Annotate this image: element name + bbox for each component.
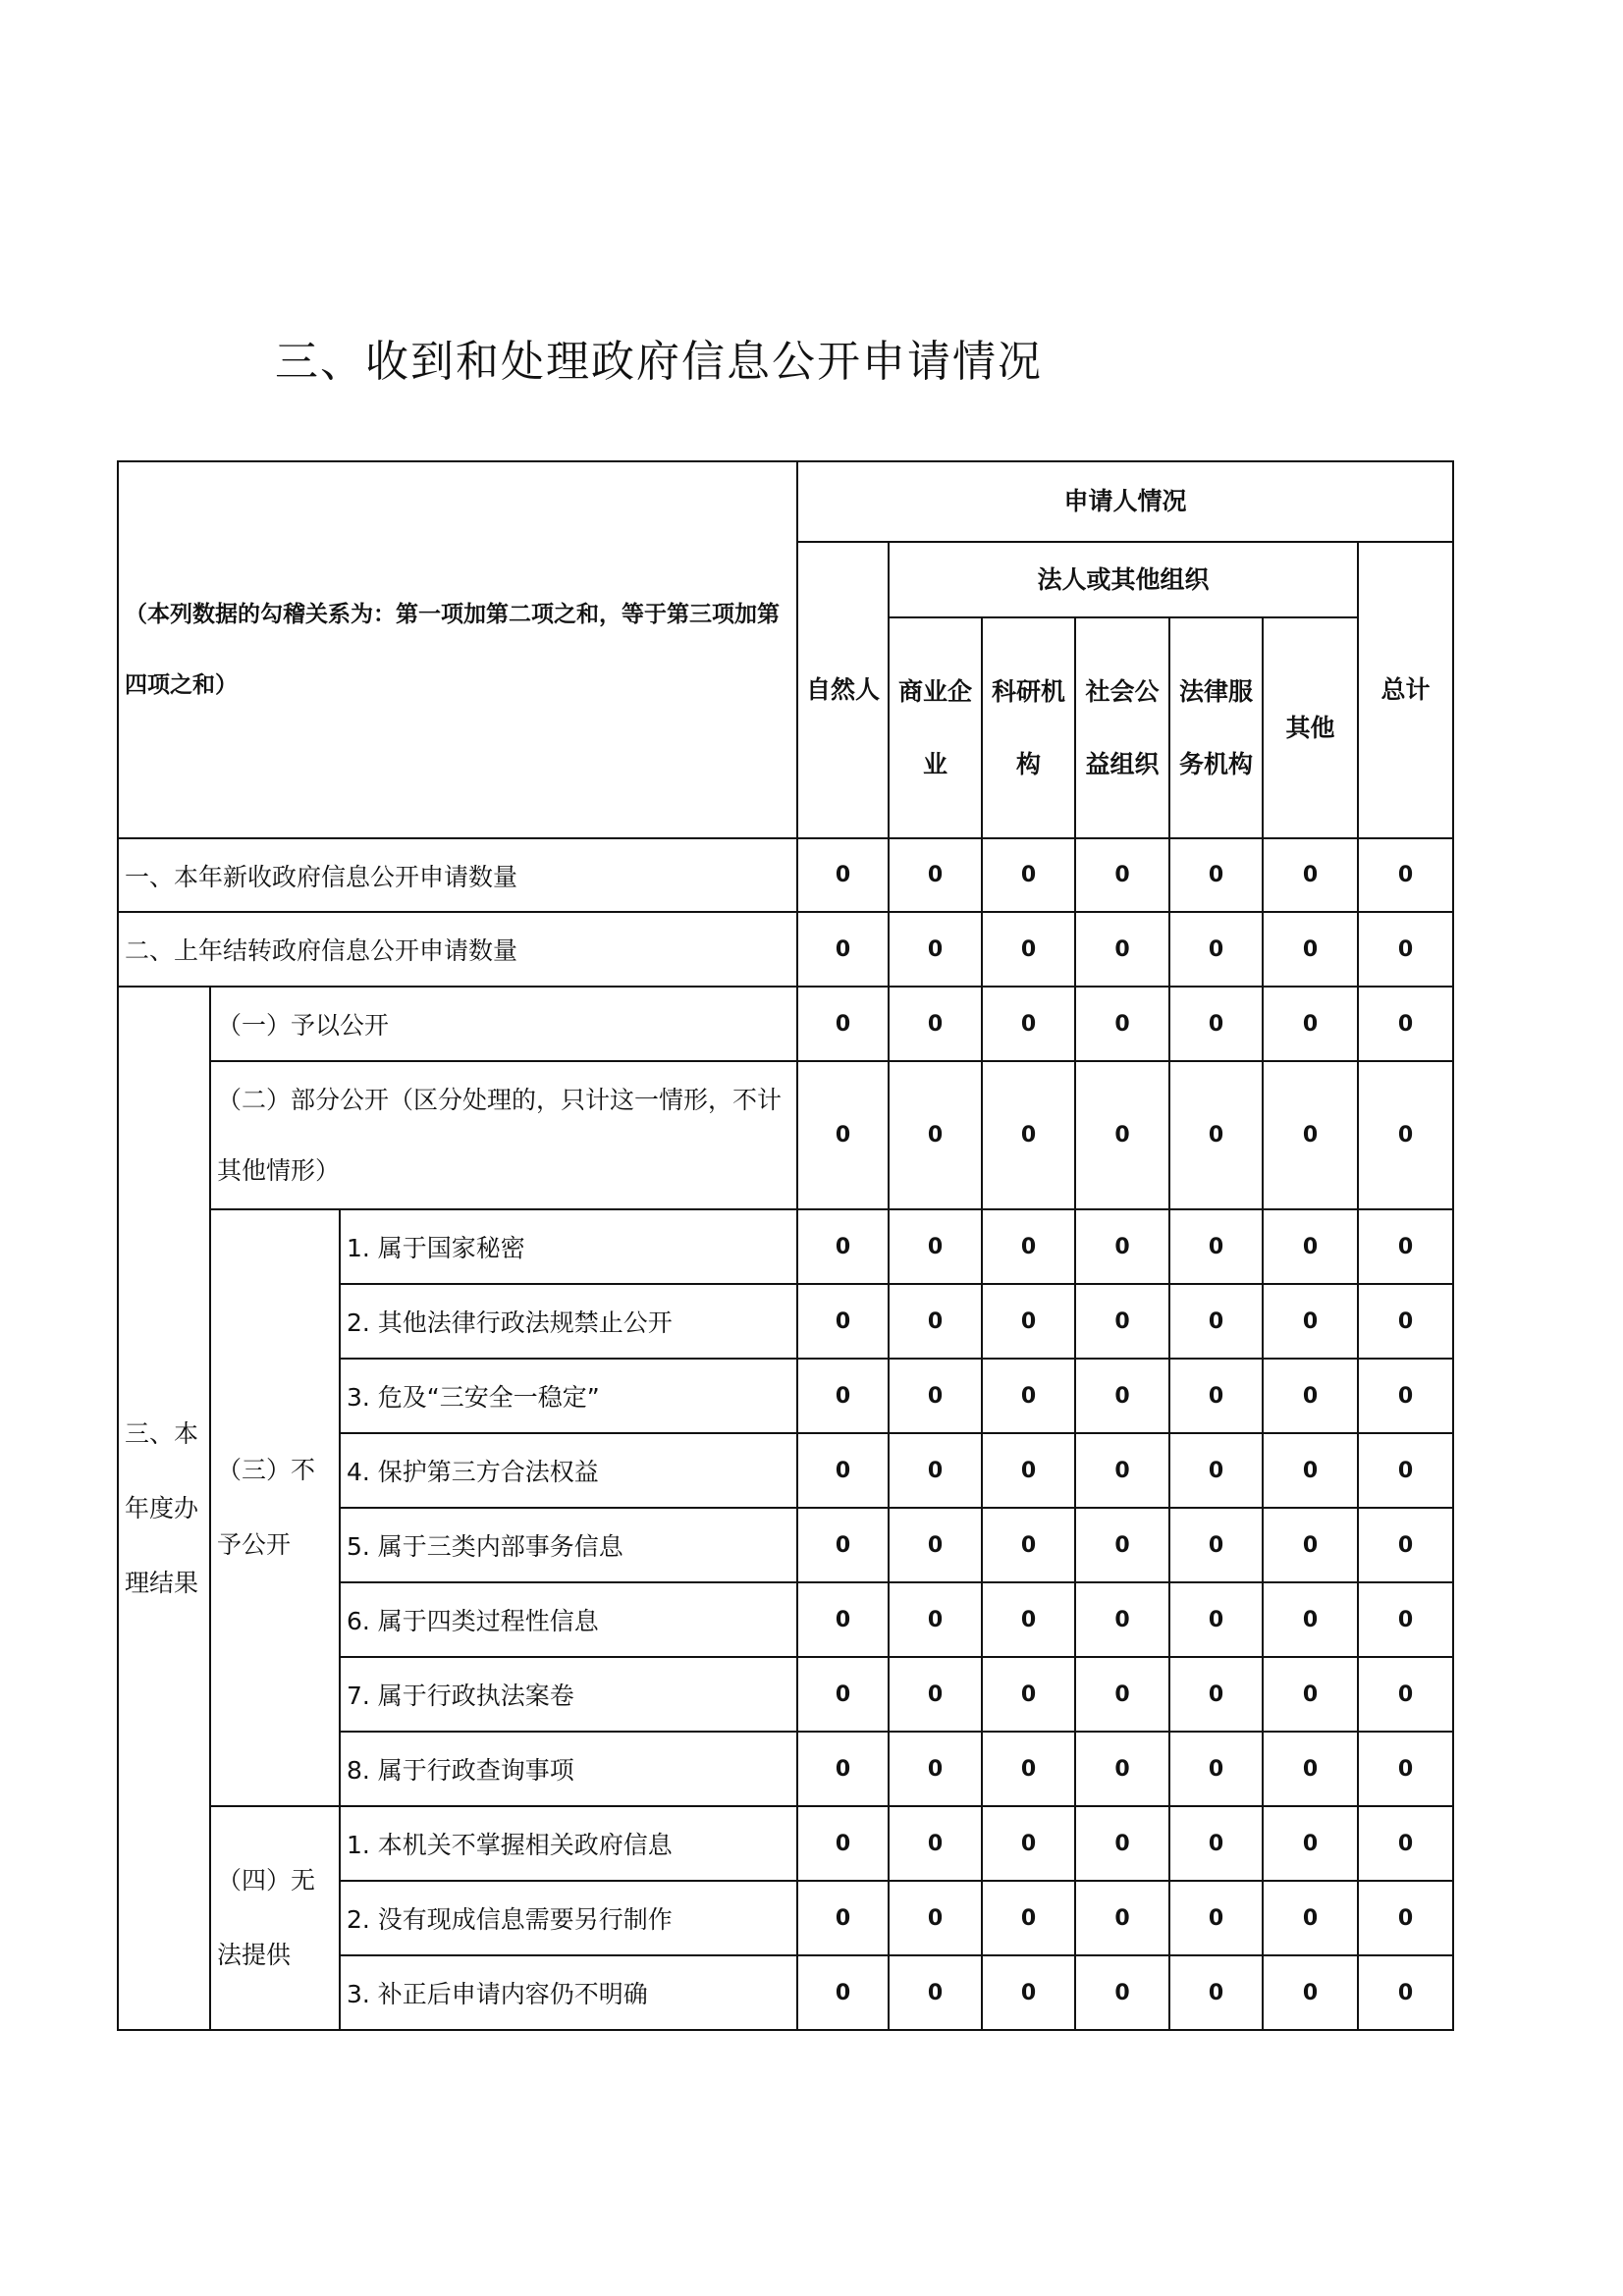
table-row [118, 1806, 1453, 1881]
value-cell: 0 [982, 1359, 1075, 1433]
value-cell: 0 [797, 1508, 889, 1582]
value-cell: 0 [1169, 1359, 1263, 1433]
value-cell: 0 [1263, 1806, 1358, 1881]
value-cell: 0 [797, 1061, 889, 1209]
value-cell: 0 [1358, 1657, 1453, 1732]
value-cell: 0 [982, 1209, 1075, 1284]
row-label: 二、上年结转政府信息公开申请数量 [118, 912, 797, 987]
value-cell: 0 [1263, 1508, 1358, 1582]
result-group-label: 三、本年度办理结果 [118, 987, 210, 2030]
value-cell: 0 [797, 1284, 889, 1359]
header-total: 总计 [1358, 542, 1453, 838]
value-cell: 0 [1169, 1582, 1263, 1657]
table-row [118, 838, 1453, 912]
table-row [118, 912, 1453, 987]
value-cell: 0 [982, 1657, 1075, 1732]
value-cell: 0 [982, 838, 1075, 912]
value-cell: 0 [1358, 838, 1453, 912]
value-cell: 0 [1358, 912, 1453, 987]
value-cell: 0 [797, 838, 889, 912]
value-cell: 0 [889, 1806, 982, 1881]
header-note: （本列数据的勾稽关系为：第一项加第二项之和，等于第三项加第四项之和） [118, 461, 797, 838]
value-cell: 0 [1169, 838, 1263, 912]
value-cell: 0 [1169, 1955, 1263, 2030]
value-cell: 0 [1263, 1284, 1358, 1359]
section-title: 三、收到和处理政府信息公开申请情况 [275, 337, 1043, 387]
table-row [118, 987, 1453, 1061]
value-cell: 0 [797, 1881, 889, 1955]
row-label: 一、本年新收政府信息公开申请数量 [118, 838, 797, 912]
value-cell: 0 [1075, 1881, 1169, 1955]
value-cell: 0 [1263, 1657, 1358, 1732]
value-cell: 0 [1263, 1433, 1358, 1508]
value-cell: 0 [1075, 1209, 1169, 1284]
row-label: 7. 属于行政执法案卷 [340, 1657, 797, 1732]
value-cell: 0 [889, 1209, 982, 1284]
value-cell: 0 [982, 1433, 1075, 1508]
value-cell: 0 [982, 1806, 1075, 1881]
value-cell: 0 [1169, 1433, 1263, 1508]
value-cell: 0 [1169, 987, 1263, 1061]
value-cell: 0 [1263, 1955, 1358, 2030]
header-sub-column: 其他 [1263, 617, 1358, 838]
value-cell: 0 [1263, 987, 1358, 1061]
value-cell: 0 [982, 1284, 1075, 1359]
value-cell: 0 [1075, 1433, 1169, 1508]
value-cell: 0 [1358, 1061, 1453, 1209]
value-cell: 0 [797, 987, 889, 1061]
row-label: 2. 其他法律行政法规禁止公开 [340, 1284, 797, 1359]
row-label: 3. 补正后申请内容仍不明确 [340, 1955, 797, 2030]
value-cell: 0 [1075, 987, 1169, 1061]
row-label: 1. 属于国家秘密 [340, 1209, 797, 1284]
value-cell: 0 [797, 1657, 889, 1732]
value-cell: 0 [982, 1582, 1075, 1657]
row-label: 3. 危及“三安全一稳定” [340, 1359, 797, 1433]
value-cell: 0 [889, 838, 982, 912]
value-cell: 0 [797, 1209, 889, 1284]
row-label: （二）部分公开（区分处理的，只计这一情形，不计其他情形） [210, 1061, 797, 1209]
header-sub-column: 法律服务机构 [1169, 617, 1263, 838]
value-cell: 0 [889, 987, 982, 1061]
value-cell: 0 [982, 1955, 1075, 2030]
value-cell: 0 [889, 1061, 982, 1209]
disclosure-application-table [117, 460, 1454, 2031]
value-cell: 0 [889, 1881, 982, 1955]
value-cell: 0 [1169, 1732, 1263, 1806]
value-cell: 0 [1075, 838, 1169, 912]
value-cell: 0 [1263, 838, 1358, 912]
value-cell: 0 [889, 1657, 982, 1732]
row-label: （一）予以公开 [210, 987, 797, 1061]
value-cell: 0 [982, 1061, 1075, 1209]
value-cell: 0 [1075, 1955, 1169, 2030]
value-cell: 0 [1075, 912, 1169, 987]
value-cell: 0 [889, 1433, 982, 1508]
header-natural-person: 自然人 [797, 542, 889, 838]
value-cell: 0 [982, 987, 1075, 1061]
value-cell: 0 [1358, 1209, 1453, 1284]
header-sub-column: 社会公益组织 [1075, 617, 1169, 838]
header-applicant: 申请人情况 [797, 461, 1453, 542]
value-cell: 0 [797, 1433, 889, 1508]
value-cell: 0 [797, 1955, 889, 2030]
value-cell: 0 [889, 912, 982, 987]
value-cell: 0 [1263, 912, 1358, 987]
value-cell: 0 [982, 1881, 1075, 1955]
value-cell: 0 [1169, 1508, 1263, 1582]
value-cell: 0 [889, 1359, 982, 1433]
row-label: 1. 本机关不掌握相关政府信息 [340, 1806, 797, 1881]
value-cell: 0 [1263, 1209, 1358, 1284]
value-cell: 0 [1075, 1061, 1169, 1209]
row-label: 5. 属于三类内部事务信息 [340, 1508, 797, 1582]
value-cell: 0 [1263, 1881, 1358, 1955]
value-cell: 0 [1169, 912, 1263, 987]
value-cell: 0 [889, 1582, 982, 1657]
value-cell: 0 [1358, 1359, 1453, 1433]
value-cell: 0 [797, 1359, 889, 1433]
value-cell: 0 [982, 1508, 1075, 1582]
value-cell: 0 [1169, 1209, 1263, 1284]
value-cell: 0 [1169, 1657, 1263, 1732]
value-cell: 0 [1169, 1284, 1263, 1359]
value-cell: 0 [797, 912, 889, 987]
header-sub-column: 科研机构 [982, 617, 1075, 838]
value-cell: 0 [1358, 1433, 1453, 1508]
value-cell: 0 [797, 1806, 889, 1881]
value-cell: 0 [1263, 1359, 1358, 1433]
value-cell: 0 [1263, 1582, 1358, 1657]
value-cell: 0 [1169, 1806, 1263, 1881]
value-cell: 0 [1075, 1582, 1169, 1657]
not-open-group-label: （三）不予公开 [210, 1209, 340, 1806]
table-row [118, 1061, 1453, 1209]
value-cell: 0 [889, 1284, 982, 1359]
value-cell: 0 [1358, 1582, 1453, 1657]
value-cell: 0 [1358, 1732, 1453, 1806]
header-sub-column: 商业企业 [889, 617, 982, 838]
value-cell: 0 [1358, 1881, 1453, 1955]
header-legal-group: 法人或其他组织 [889, 542, 1358, 617]
value-cell: 0 [1075, 1806, 1169, 1881]
value-cell: 0 [1263, 1732, 1358, 1806]
value-cell: 0 [889, 1508, 982, 1582]
row-label: 6. 属于四类过程性信息 [340, 1582, 797, 1657]
value-cell: 0 [1075, 1732, 1169, 1806]
value-cell: 0 [1358, 1955, 1453, 2030]
value-cell: 0 [889, 1955, 982, 2030]
value-cell: 0 [1075, 1657, 1169, 1732]
value-cell: 0 [797, 1582, 889, 1657]
value-cell: 0 [1075, 1359, 1169, 1433]
row-label: 8. 属于行政查询事项 [340, 1732, 797, 1806]
cannot-provide-group-label: （四）无法提供 [210, 1806, 340, 2030]
value-cell: 0 [889, 1732, 982, 1806]
row-label: 2. 没有现成信息需要另行制作 [340, 1881, 797, 1955]
value-cell: 0 [1263, 1061, 1358, 1209]
value-cell: 0 [1075, 1508, 1169, 1582]
row-label: 4. 保护第三方合法权益 [340, 1433, 797, 1508]
value-cell: 0 [1169, 1881, 1263, 1955]
value-cell: 0 [982, 1732, 1075, 1806]
value-cell: 0 [1169, 1061, 1263, 1209]
value-cell: 0 [1358, 1508, 1453, 1582]
value-cell: 0 [1358, 1806, 1453, 1881]
value-cell: 0 [982, 912, 1075, 987]
table-row [118, 1209, 1453, 1284]
value-cell: 0 [1358, 987, 1453, 1061]
value-cell: 0 [1075, 1284, 1169, 1359]
value-cell: 0 [797, 1732, 889, 1806]
value-cell: 0 [1358, 1284, 1453, 1359]
